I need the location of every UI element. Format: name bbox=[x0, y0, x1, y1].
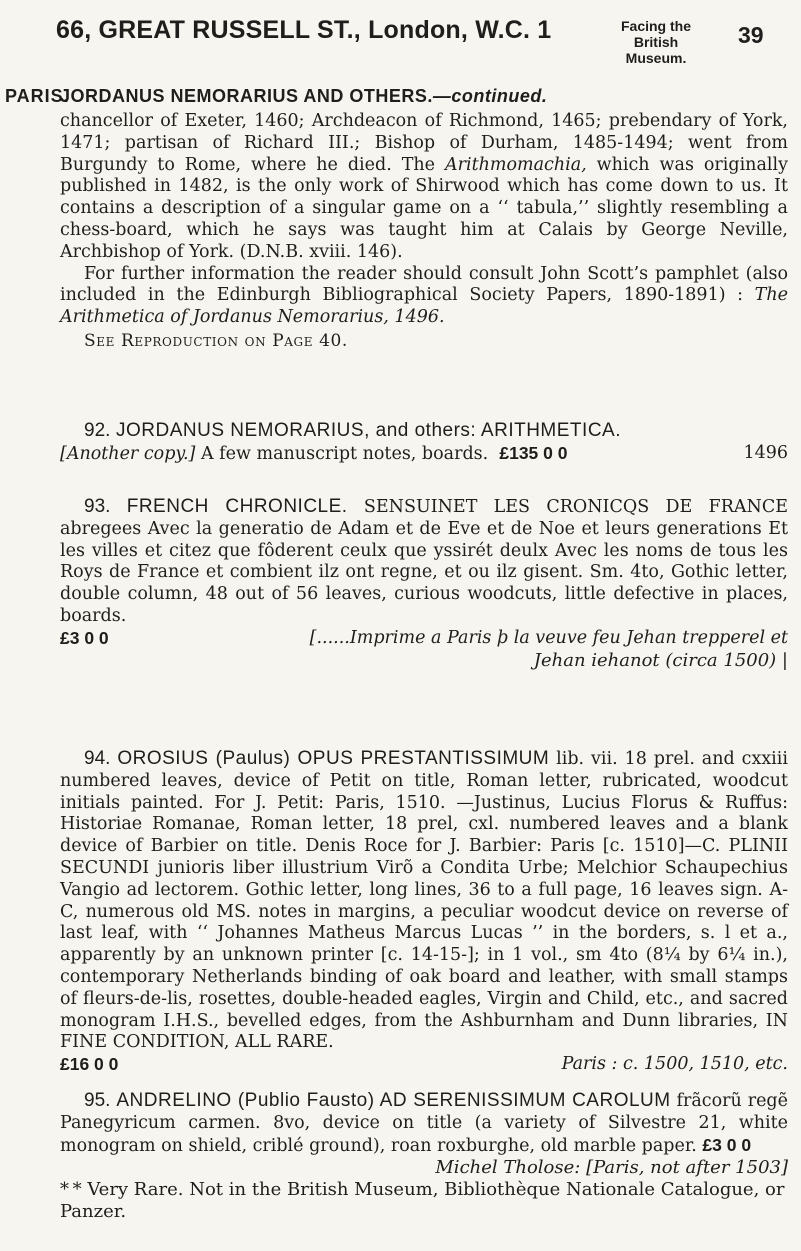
lot-94-description bbox=[60, 748, 788, 1054]
continued-title: JORDANUS NEMORARIUS AND OTHERS. bbox=[60, 86, 433, 106]
lot-text: SENSUINET LES CRONICQS DE FRANCE abregees Avec la generatio de Adam et de Eve et de Noe et leurs generations Et les villes et citez que fôderent ceulx que yssirét deulx Avec les noms de tous les Roys de France et combient ilz ont regne, et ou ilz gisent. Sm. 4to, Gothic letter, double column, 48 out of 56 leaves, curious woodcuts, little defective in places, boards. bbox=[60, 497, 788, 626]
lot-95-description bbox=[60, 1090, 788, 1157]
lot-text: frãcorũ regẽ Panegyricum carmen. 8vo, device on title (a variety of Silvestre 21, white monogram on shield, criblé ground), roan roxburghe, old marble paper. bbox=[60, 1091, 788, 1156]
publisher-address: 66, GREAT RUSSELL ST., London, W.C. 1 bbox=[56, 16, 552, 44]
lot-title: OROSIUS (Paulus) OPUS PRESTANTISSIMUM bbox=[117, 748, 550, 769]
page-header bbox=[56, 14, 786, 66]
lot-number: 95. bbox=[84, 1090, 111, 1111]
pamphlet-title: The Arithmetica of Jordanus Nemorarius, 1496. bbox=[60, 285, 788, 328]
lot-92 bbox=[60, 420, 788, 466]
continued-entry bbox=[60, 86, 788, 351]
lot-92-description bbox=[60, 420, 788, 443]
facing-line-2: British Museum. bbox=[625, 34, 687, 66]
rarity-note: * * Very Rare. Not in the British Museum, Bibliothèque Nationale Catalogue, or Panzer. bbox=[60, 1179, 785, 1223]
lot-number: 93. bbox=[84, 496, 111, 517]
lot-text: lib. vii. 18 prel. and cxxiii numbered leaves, device of Petit on title, Roman letter, rubricated, woodcut initials painted. For J. Petit: Paris, 1510. —Justinus, Lucius Florus & Ruffus: Historiae Romanae, Roman letter, 18 prel, cxl. numbered leaves and a blank device of Barbier on title. Denis Roce for J. Barbier: Paris [c. 1510]—C. PLINII SECUNDI junioris liber illustrium Virõ a Condita Urbe; Melchior Schaupechius Vangio ad lectorem. Gothic letter, long lines, 36 to a full page, 16 leaves sign. A-C, numerous old MS. notes in margins, a peculiar woodcut device on reverse of last leaf, with ‘‘ Johannes Matheus Marcus Lucas ’’ in the borders, s. l et a., apparently by an unknown printer [c. 14-15-]; in 1 vol., sm 4to (8¼ by 6¼ in.), contemporary Netherlands binding of oak board and leather, with small stamps of fleurs-de-lis, rosettes, double-headed eagles, Virgin and Child, etc., and sacred monogram I.H.S., bevelled edges, from the Ashburnham and Dunn libraries, IN FINE CONDITION, ALL RARE. bbox=[60, 749, 788, 1053]
lot-imprint-continued: Jehan iehanot (circa 1500) | bbox=[533, 649, 788, 671]
lot-price: £16 0 0 bbox=[60, 1054, 119, 1075]
lot-imprint: [......Imprime a Paris þ la veuve feu Jehan trepperel et bbox=[309, 627, 788, 648]
lot-title: FRENCH CHRONICLE. bbox=[126, 496, 348, 517]
lot-number: 92. bbox=[84, 420, 111, 441]
continued-suffix: —continued. bbox=[432, 86, 548, 106]
lot-price: £3 0 0 bbox=[702, 1134, 752, 1155]
lot-93-description bbox=[60, 496, 788, 628]
facing-note bbox=[606, 18, 706, 66]
biography-text-rest: which was originally published in 1482, is the only work of Shirwood which has come down to us. It contains a description of a singular game on a ‘‘ tabula,’’ slightly resembling a chess-board, which he says was taught him at Calais by George Neville, Archbishop of York. (D.N.B. xviii. 146). bbox=[60, 154, 788, 262]
lot-93-imprint-row bbox=[60, 628, 788, 650]
lot-number: 94. bbox=[84, 748, 111, 769]
city-label: PARIS. bbox=[5, 86, 70, 106]
lot-imprint: Paris : c. 1500, 1510, etc. bbox=[561, 1054, 788, 1075]
lot-imprint: Michel Tholose: [Paris, not after 1503] bbox=[435, 1157, 788, 1179]
lot-title: JORDANUS NEMORARIUS, and others: ARITHMETICA. bbox=[116, 420, 621, 441]
lot-date: 1496 bbox=[743, 442, 788, 463]
lot-price: £135 0 0 bbox=[499, 442, 568, 463]
continued-heading bbox=[60, 86, 788, 107]
lot-93 bbox=[60, 496, 788, 672]
facing-line-1: Facing the bbox=[620, 18, 691, 34]
biography-text: chancellor of Exeter, 1460; Archdeacon of Richmond, 1465; prebendary of York, 1471; partisan of Richard III.; Bishop of Durham, 1485-1494; went from Burgundy to Rome, where he died. The bbox=[60, 111, 788, 175]
lot-94 bbox=[60, 748, 788, 1076]
lot-note: [Another copy.] bbox=[60, 443, 196, 464]
lot-price: £3 0 0 bbox=[60, 627, 109, 648]
lot-title: ANDRELINO (Publio Fausto) AD SERENISSIMUM CAROLUM bbox=[116, 1090, 671, 1111]
page-number: 39 bbox=[738, 22, 764, 48]
see-reproduction-note: See Reproduction on Page 40. bbox=[84, 330, 348, 351]
biography-paragraph bbox=[60, 111, 788, 264]
lot-95 bbox=[60, 1090, 788, 1223]
further-info-paragraph bbox=[60, 264, 788, 329]
lot-text: A few manuscript notes, boards. bbox=[200, 443, 489, 464]
lot-94-imprint-row bbox=[60, 1054, 788, 1076]
lot-92-detail bbox=[60, 443, 788, 466]
arithmomachia-title: Arithmomachia, bbox=[444, 154, 587, 175]
further-info-text: For further information the reader should consult John Scott’s pamphlet (also included in the Edinburgh Bibliographical Society Papers, 1890-1891) : bbox=[60, 263, 788, 306]
